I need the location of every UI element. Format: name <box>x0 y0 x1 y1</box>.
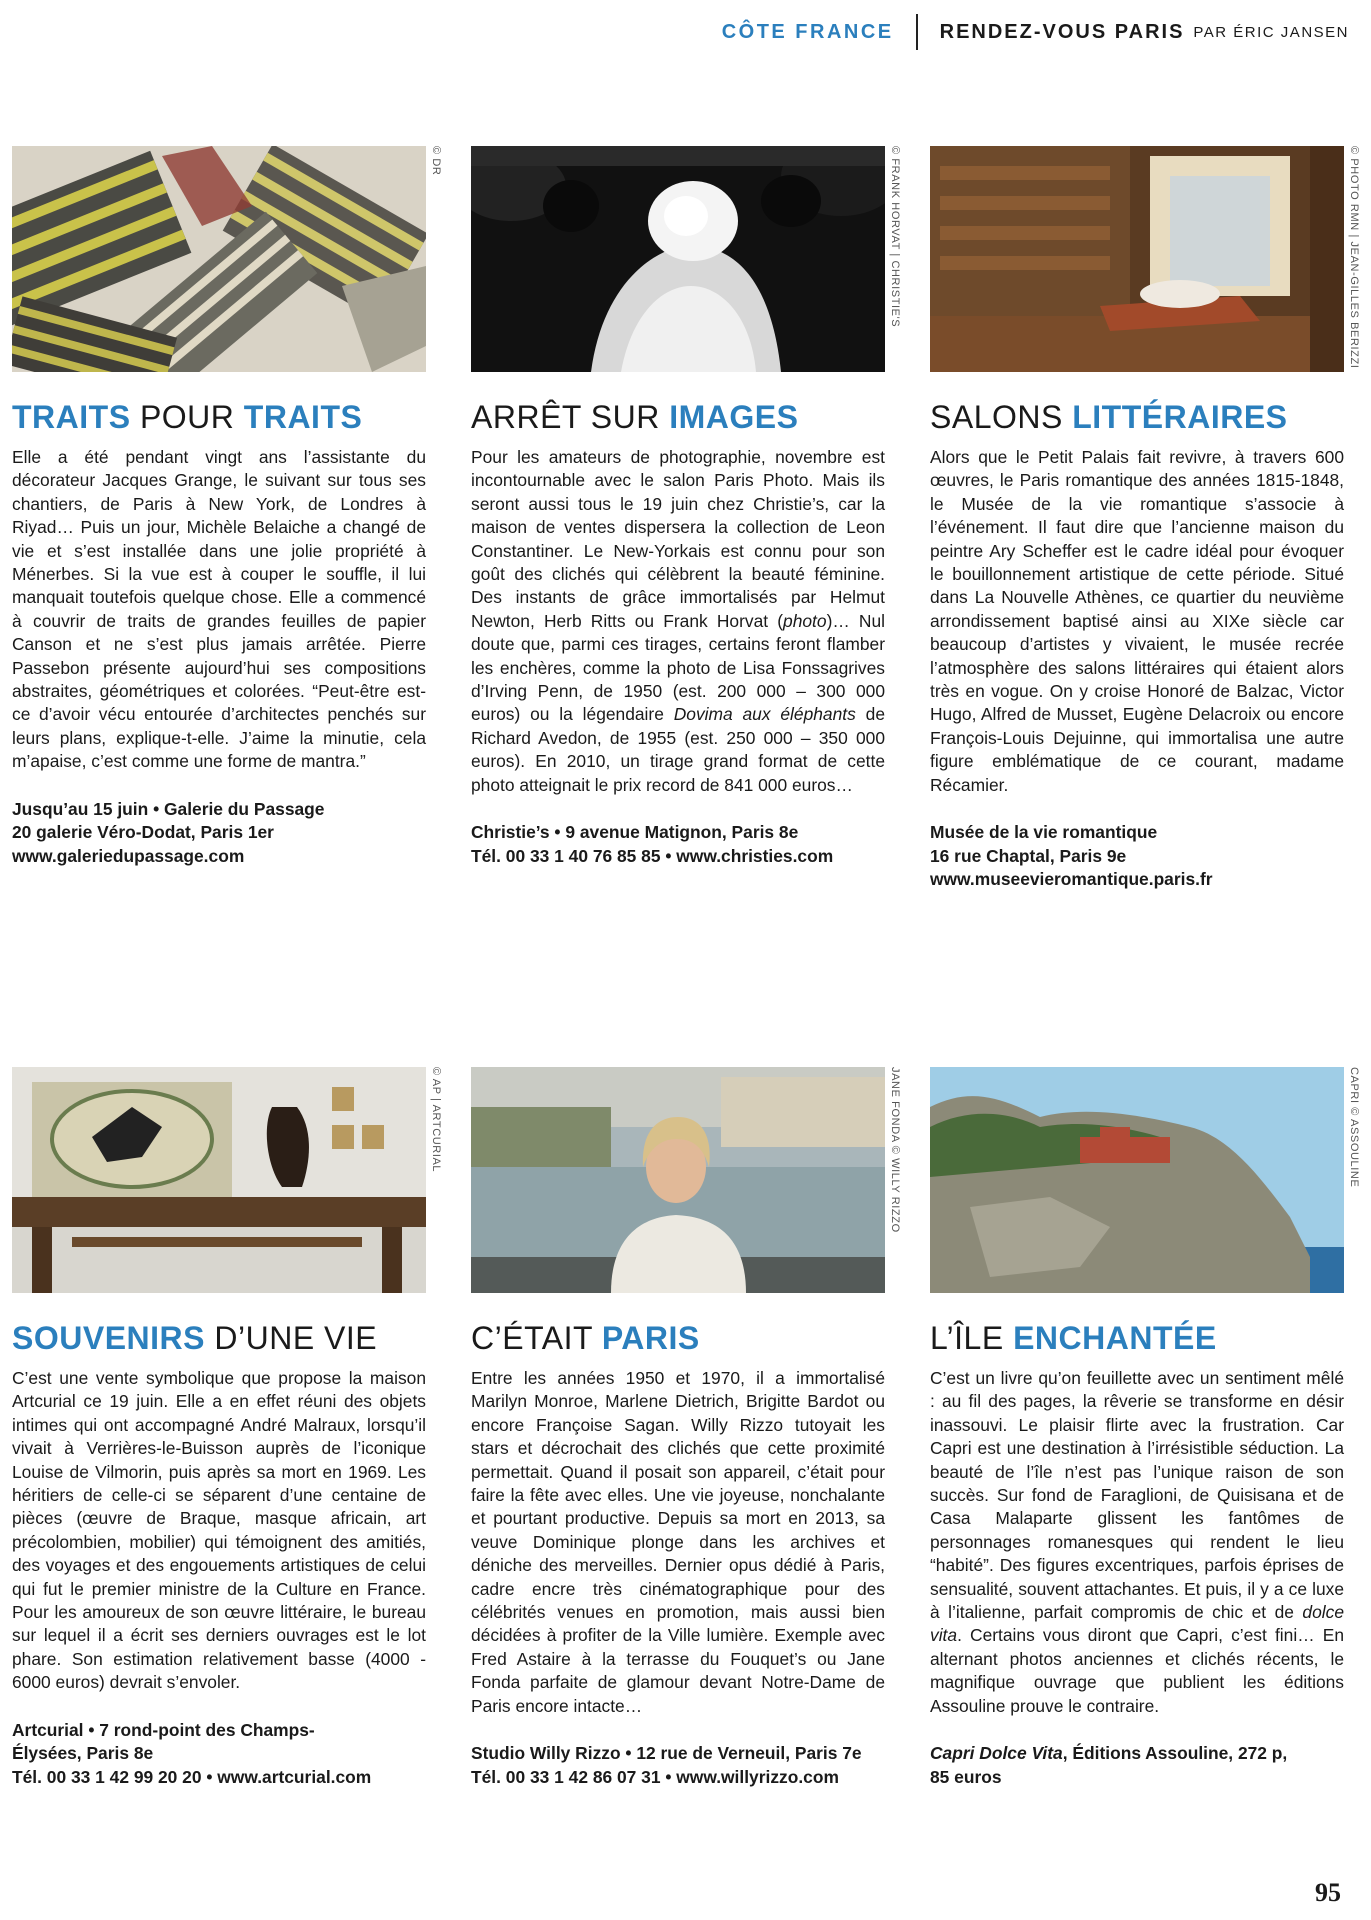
article-traits <box>12 146 442 868</box>
header-divider <box>916 14 918 50</box>
photo-credit: © FRANK HORVAT | CHRISTIE'S <box>889 146 901 328</box>
article-info: Artcurial • 7 rond-point des Champs- Élysées, Paris 8e Tél. 00 33 1 42 99 20 20 • www.artcurial.com <box>12 1719 426 1789</box>
photo-capri-villa <box>930 1067 1344 1293</box>
website-link[interactable]: www.galeriedupassage.com <box>12 845 245 866</box>
photo-credit: JANE FONDA © WILLY RIZZO <box>889 1067 901 1233</box>
article-body: C’est une vente symbolique que propose la maison Artcurial ce 19 juin. Elle a en effet réuni des objets intimes qui ont accompagné André Malraux, lorsqu’il vivait à Verrières-le-Buisson auprès de l’iconique Louise de Vilmorin, puis après sa mort en 1969. Les héritiers de celle-ci se séparent d’une centaine de pièces (œuvre de Braque, masque africain, art précolombien, mobilier) qui témoignent des amitiés, des voyages et des engouements artistiques de celui qui fut le premier ministre de la Culture en France. Pour les amoureux de son œuvre littéraire, le bureau sur lequel il a écrit ses derniers ouvrages est le lot phare. Son estimation relativement basse (4000 - 6000 euros) devrait s’envoler. <box>12 1368 426 1693</box>
contact-line[interactable]: Tél. 00 33 1 42 99 20 20 • www.artcurial.com <box>12 1766 372 1787</box>
article-title: TRAITS POUR TRAITS <box>12 399 363 435</box>
article-body: C’est un livre qu’on feuillette avec un sentiment mêlé : au fil des pages, la rêverie se transforme en désir inassouvi. Le plaisir flirte avec la frustration. Car Capri est une destination à l’irrésistible séduction. La beauté de l’île n’est pas l’unique raison de son succès. Sur fond de Faraglioni, de Quisisana et de Casa Malaparte glissent les fantômes de personnages romanesques qui rendent le lieu “habité”. Des figures excentriques, parfois éprises de sensualité, souvent attachantes. Et puis, il y a ce luxe à l’italienne, parfait compromis de chic et de dolce vita. Certains vous diront que Capri, c’est fini… En alternant photos anciennes et clichés récents, le magnifique ouvrage que publient les éditions Assouline prouve le contraire. <box>930 1368 1344 1716</box>
article-salons <box>930 146 1360 891</box>
page-header <box>722 16 1349 48</box>
article-info: Capri Dolce Vita, Éditions Assouline, 272 p, 85 euros <box>930 1743 1288 1787</box>
article-paris <box>471 1067 901 1789</box>
article-info: Jusqu’au 15 juin • Galerie du Passage 20 galerie Véro-Dodat, Paris 1er www.galeriedupassage.com <box>12 798 426 868</box>
article-body: Alors que le Petit Palais fait revivre, à travers 600 œuvres, le Paris romantique des années 1815-1848, le Musée de la vie romantique s’associe à l’événement. Il faut dire que l’ancienne maison du peintre Ary Scheffer est le cadre idéal pour évoquer le bouillonnement artistique de cette période. Situé dans La Nouvelle Athènes, ce quartier du neuvième arrondissement baptisé ainsi au XIXe siècle car beaucoup d’artistes y vivaient, le musée recrée l’atmosphère des salons littéraires qui étaient alors très en vogue. On y croise Honoré de Balzac, Victor Hugo, Alfred de Musset, Eugène Delacroix ou encore François-Louis Dejuinne, qui immortalisa une autre figure emblématique de ce courant, madame Récamier. <box>930 447 1344 795</box>
article-body: Pour les amateurs de photographie, novembre est incontournable avec le salon Paris Photo. Mais ils seront aussi tous le 19 juin chez Christie’s, car la maison de ventes dispersera la collection de Leon Constantiner. Le New-Yorkais est connu pour son goût des clichés qui célèbrent la beauté féminine. Des instants de grâce immortalisés par Helmut Newton, Herb Ritts ou Frank Horvat (photo)… Nul doute que, parmi ces tirages, certains feront flamber les enchères, comme la photo de Lisa Fonssagrives d’Irving Penn, de 1950 (est. 200 000 – 300 000 euros) ou la légendaire Dovima aux éléphants de Richard Avedon, de 1955 (est. 250 000 – 350 000 euros). En 2010, un tirage grand format de cette photo atteignait le prix record de 841 000 euros… <box>471 447 885 795</box>
section-label: CÔTE FRANCE <box>721 20 894 43</box>
article-title: L’ÎLE ENCHANTÉE <box>930 1320 1217 1356</box>
article-info: Studio Willy Rizzo • 12 rue de Verneuil, Paris 7e Tél. 00 33 1 42 86 07 31 • www.willyrizzo.com <box>471 1742 885 1789</box>
article-ile <box>930 1067 1360 1789</box>
contact-line[interactable]: Tél. 00 33 1 42 86 07 31 • www.willyrizzo.com <box>471 1766 839 1787</box>
photo-credit: © PHOTO RMN | JEAN-GILLES BERIZZI <box>1348 146 1360 369</box>
article-title: SOUVENIRS D’UNE VIE <box>12 1320 378 1356</box>
photo-credit: CAPRI © ASSOULINE <box>1348 1067 1360 1188</box>
photo-woman-hat <box>471 146 885 372</box>
photo-credit: © AP | ARTCURIAL <box>430 1067 442 1173</box>
website-link[interactable]: www.museevieromantique.paris.fr <box>930 868 1213 889</box>
article-images <box>471 146 901 868</box>
photo-jane-fonda-seine <box>471 1067 885 1293</box>
article-info: Christie’s • 9 avenue Matignon, Paris 8e Tél. 00 33 1 40 76 85 85 • www.christies.com <box>471 821 885 868</box>
article-souvenirs <box>12 1067 442 1789</box>
photo-desk-mask <box>12 1067 426 1293</box>
photo-credit: © DR <box>430 146 442 176</box>
article-title: ARRÊT SUR IMAGES <box>471 399 799 435</box>
page-number: 95 <box>1315 1878 1341 1907</box>
article-body: Entre les années 1950 et 1970, il a immortalisé Marilyn Monroe, Marlene Dietrich, Brigitte Bardot ou encore Françoise Sagan. Willy Rizzo tutoyait les stars et décrochait des clichés que cette proximité permettait. Quand il posait son appareil, c’était pour faire la fête avec elles. Une vie joyeuse, nonchalante et pourtant productive. Depuis sa mort en 2013, sa veuve Dominique plonge dans les archives et déniche des merveilles. Dernier opus dédié à Paris, cadre encre très cinématographique pour des célébrités venues en promotion, mais aussi bien décidées à profiter de la Ville lumière. Exemple avec Fred Astaire à la terrasse du Fouquet’s ou Jane Fonda parfaite de glamour devant Notre-Dame de Paris encore intacte… <box>471 1368 885 1716</box>
article-title: SALONS LITTÉRAIRES <box>930 399 1288 435</box>
article-info: Musée de la vie romantique 16 rue Chaptal, Paris 9e www.museevieromantique.paris.fr <box>930 821 1344 891</box>
contact-line[interactable]: Tél. 00 33 1 40 76 85 85 • www.christies.com <box>471 845 834 866</box>
photo-abstract-stripes <box>12 146 426 372</box>
photo-romantic-salon <box>930 146 1344 372</box>
rubrique-title: RENDEZ-VOUS PARIS <box>939 20 1185 43</box>
article-title: C’ÉTAIT PARIS <box>471 1320 700 1356</box>
byline: PAR ÉRIC JANSEN <box>1193 23 1349 41</box>
article-body: Elle a été pendant vingt ans l’assistante du décorateur Jacques Grange, le suivant sur tous ses chantiers, de Paris à New York, de Londres à Riyad… Puis un jour, Michèle Belaiche a changé de vie et s’est installée dans une jolie propriété à Ménerbes. Si la vue est à couper le souffle, il lui manquait toutefois quelque chose. Elle a commencé à couvrir de traits de grandes feuilles de papier Canson et ne s’est plus jamais arrêtée. Pierre Passebon présente aujourd’hui ses compositions abstraites, géométriques et colorées. “Peut-être est-ce d’avoir vécu entourée d’architectes penchés sur leurs plans, explique-t-elle. J’aime la minutie, cela m’apaise, c’est comme une forme de mantra.” <box>12 447 426 772</box>
